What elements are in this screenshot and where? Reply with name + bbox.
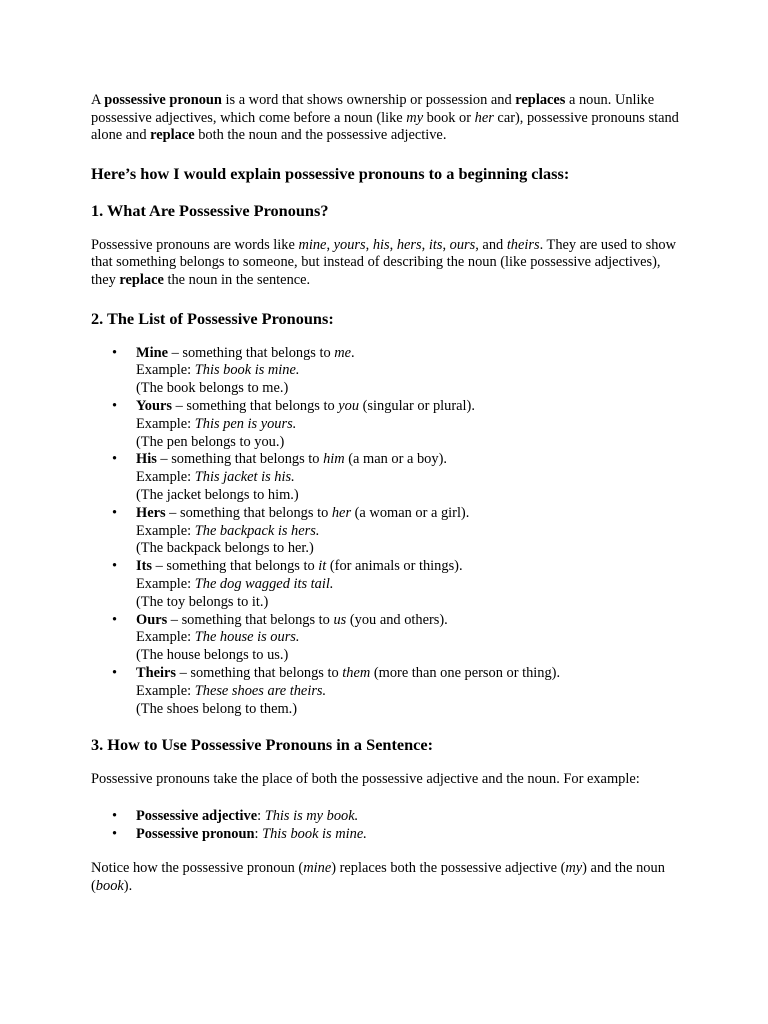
pronoun-word: Its [136, 558, 152, 575]
usage-sep: : [254, 825, 263, 842]
pronoun-desc-tail: . [351, 344, 355, 361]
notice-italic-word: mine [303, 860, 332, 877]
usage-example-item [91, 808, 681, 826]
section-2-heading: 2. The List of Possessive Pronouns: [91, 308, 334, 328]
pronoun-owner: him [323, 451, 345, 468]
s1-pronoun: theirs [506, 236, 540, 253]
intro-text: A [91, 92, 105, 108]
intro-text: both the noun and the possessive adjective. [194, 127, 447, 144]
s1-pronoun: hers [396, 236, 422, 253]
s1-sep: , [421, 236, 429, 253]
s1-sep: , [442, 236, 450, 253]
pronoun-word: Theirs [136, 664, 176, 681]
example-label: Example: [136, 629, 195, 646]
intro-bold-term: replaces [515, 92, 566, 108]
intro-bold-term: possessive pronoun [104, 92, 222, 108]
pronoun-desc: – something that belongs to [171, 397, 339, 414]
pronoun-definition [136, 345, 681, 363]
pronoun-note: (The toy belongs to it.) [136, 593, 269, 610]
pronoun-definition [136, 665, 681, 683]
pronoun-list-item [91, 505, 681, 558]
usage-label: Possessive pronoun [136, 825, 255, 842]
pronoun-desc-tail: (singular or plural). [359, 397, 475, 414]
pronoun-example [136, 416, 681, 434]
pronoun-owner: you [338, 397, 360, 414]
pronoun-owner: them [342, 664, 371, 681]
usage-example-item [91, 826, 681, 844]
lead-heading: Here’s how I would explain possessive pronouns to a beginning class: [91, 163, 570, 183]
example-label: Example: [136, 415, 195, 432]
intro-text: car), possessive pronouns stand alone and [91, 109, 679, 144]
pronoun-word: Mine [136, 344, 168, 361]
example-sentence: This book is mine. [194, 362, 300, 379]
example-sentence: This jacket is his. [194, 469, 295, 486]
intro-text: a noun. Unlike possessive adjectives, which come before a noun (like [91, 92, 655, 126]
pronoun-desc: – something that belongs to [156, 451, 324, 468]
pronoun-definition [136, 558, 681, 576]
s1-pronoun: its [428, 236, 443, 253]
intro-italic-word: her [474, 109, 494, 126]
pronoun-list-item [91, 665, 681, 718]
pronoun-definition [136, 612, 681, 630]
usage-label: Possessive adjective [136, 807, 258, 824]
notice-italic-word: my [565, 860, 583, 877]
pronoun-definition [136, 505, 681, 523]
example-sentence: The backpack is hers. [194, 522, 320, 539]
pronoun-desc: – something that belongs to [165, 504, 332, 521]
pronoun-example [136, 523, 681, 541]
example-label: Example: [136, 362, 195, 379]
pronoun-desc-tail: (a woman or a girl). [351, 504, 470, 521]
pronoun-word: Ours [136, 611, 168, 628]
pronoun-desc-tail: (a man or a boy). [344, 451, 447, 468]
pronoun-note: (The jacket belongs to him.) [136, 486, 299, 503]
notice-text: ) replaces both the possessive adjective ( [331, 860, 566, 877]
pronoun-note: (The backpack belongs to her.) [136, 540, 314, 557]
notice-italic-word: book [95, 878, 124, 895]
example-label: Example: [136, 522, 195, 539]
pronoun-desc-tail: (you and others). [346, 611, 448, 628]
pronoun-word: His [136, 451, 157, 468]
intro-text: book or [423, 109, 475, 126]
section-3-heading: 3. How to Use Possessive Pronouns in a Sentence: [91, 735, 434, 755]
pronoun-desc: – something that belongs to [152, 558, 319, 575]
s1-pronoun: his [372, 236, 390, 253]
section-3-paragraph: Possessive pronouns take the place of both the possessive adjective and the noun. For example: [91, 771, 640, 788]
pronoun-word: Hers [136, 504, 166, 521]
pronoun-note: (The house belongs to us.) [136, 647, 289, 664]
pronoun-list-item [91, 558, 681, 611]
section-1-heading: 1. What Are Possessive Pronouns? [91, 200, 329, 220]
pronoun-list-item [91, 398, 681, 451]
s1-bold-term: replace [119, 271, 164, 288]
intro-paragraph [91, 92, 681, 145]
notice-text: ) and the noun ( [91, 860, 665, 895]
pronoun-owner: it [318, 558, 327, 575]
pronoun-desc-tail: (more than one person or thing). [370, 664, 561, 681]
usage-sep: : [257, 807, 265, 824]
usage-example: This book is mine. [262, 825, 367, 842]
pronoun-desc: – something that belongs to [167, 611, 334, 628]
pronoun-list-item [91, 345, 681, 398]
usage-example: This is my book. [264, 807, 359, 824]
intro-text: is a word that shows ownership or possession and [221, 92, 516, 108]
section-1-paragraph [91, 237, 681, 290]
pronoun-owner: her [331, 504, 352, 521]
s1-pronoun: ours [449, 236, 476, 253]
pronoun-example [136, 469, 681, 487]
pronoun-example [136, 683, 681, 701]
pronoun-owner: us [333, 611, 347, 628]
notice-paragraph [91, 860, 681, 895]
pronoun-desc-tail: (for animals or things). [326, 558, 463, 575]
document-page [91, 92, 681, 896]
pronoun-note: (The book belongs to me.) [136, 380, 289, 397]
s1-text: the noun in the sentence. [163, 271, 311, 288]
pronoun-list-item [91, 451, 681, 504]
s1-pronoun: yours [333, 236, 366, 253]
pronoun-example [136, 629, 681, 647]
intro-italic-word: my [406, 109, 424, 126]
example-label: Example: [136, 469, 195, 486]
pronoun-list [91, 345, 681, 719]
pronoun-owner: me [334, 344, 352, 361]
pronoun-definition [136, 398, 681, 416]
s1-sep: , [365, 236, 373, 253]
pronoun-note: (The pen belongs to you.) [136, 433, 285, 450]
pronoun-list-item [91, 612, 681, 665]
s1-sep: , [326, 236, 334, 253]
pronoun-desc: – something that belongs to [167, 344, 335, 361]
example-label: Example: [136, 682, 195, 699]
s1-text: Possessive pronouns are words like [91, 236, 299, 253]
pronoun-example [136, 576, 681, 594]
s1-sep: , and [475, 236, 507, 253]
pronoun-note: (The shoes belong to them.) [136, 700, 298, 717]
pronoun-word: Yours [136, 397, 172, 414]
pronoun-definition [136, 451, 681, 469]
notice-text: ). [123, 878, 133, 895]
example-sentence: The dog wagged its tail. [194, 575, 334, 592]
intro-bold-term: replace [150, 127, 195, 144]
usage-example-list [91, 808, 681, 844]
example-label: Example: [136, 575, 195, 592]
s1-sep: , [389, 236, 397, 253]
s1-pronoun: mine [298, 236, 327, 253]
pronoun-example [136, 362, 681, 380]
notice-text: Notice how the possessive pronoun ( [91, 860, 304, 877]
example-sentence: The house is ours. [194, 629, 300, 646]
example-sentence: These shoes are theirs. [194, 682, 327, 699]
example-sentence: This pen is yours. [194, 415, 297, 432]
s1-text: . They are used to show that something belongs to someone, but instead of describing the noun (like possessive adjectives), they [91, 236, 677, 288]
pronoun-desc: – something that belongs to [175, 664, 343, 681]
